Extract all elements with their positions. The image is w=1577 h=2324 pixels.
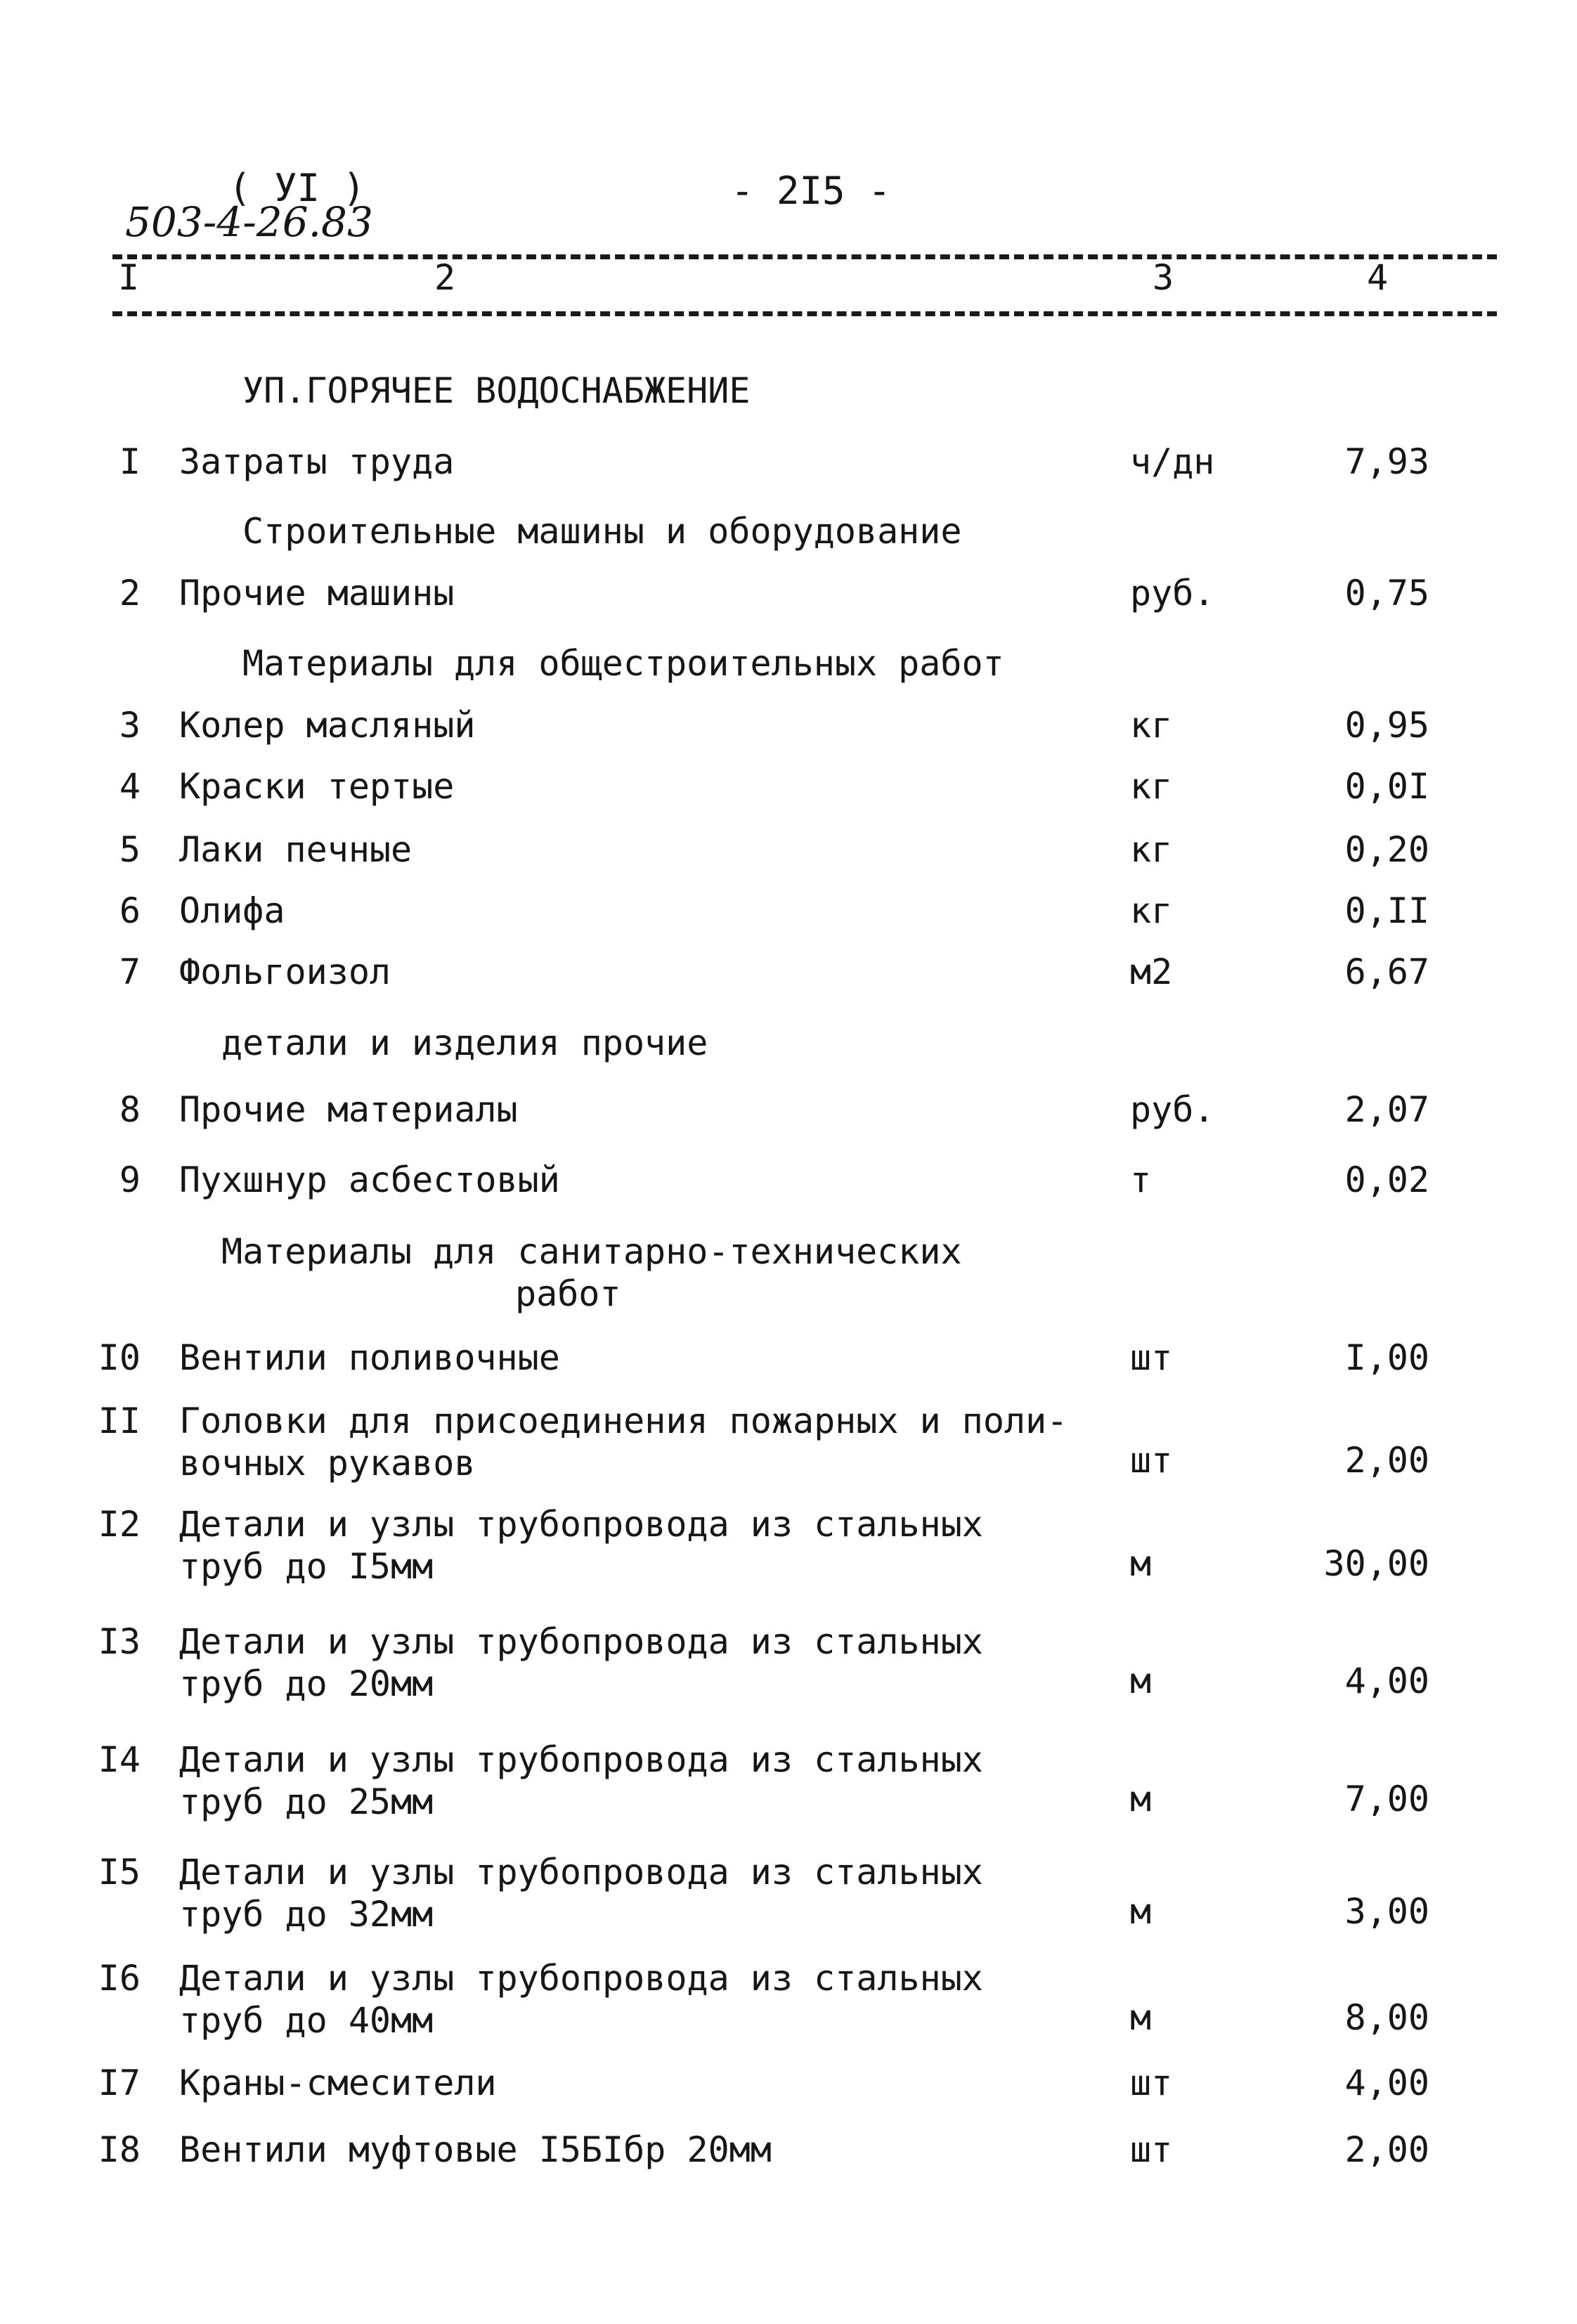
row-value: 2,00 (1344, 1440, 1429, 1481)
row-name: Краны-смесители (179, 2063, 497, 2103)
row-unit: шт (1130, 1337, 1173, 1378)
row-unit: м (1130, 1891, 1152, 1932)
row-unit: кг (1130, 829, 1173, 870)
row-number: 8 (119, 1089, 141, 1130)
group-heading-sanitary: Материалы для санитарно-технических (221, 1231, 962, 1272)
row-number: 6 (119, 890, 141, 931)
row-number: 3 (119, 705, 141, 746)
column-header-2: 2 (434, 257, 456, 298)
row-number: I4 (98, 1739, 141, 1780)
row-value: 8,00 (1344, 1997, 1429, 2038)
column-header-3: 3 (1153, 257, 1174, 298)
row-name: труб до 40мм (179, 2000, 434, 2041)
row-name: Затраты труда (179, 441, 455, 482)
page-number: - 2I5 - (731, 169, 891, 213)
row-value: 0,02 (1344, 1160, 1429, 1200)
row-name: труб до I5мм (179, 1546, 434, 1587)
row-name: труб до 20мм (179, 1663, 434, 1704)
row-number: II (98, 1401, 141, 1441)
row-number: 2 (119, 573, 141, 614)
row-unit: м2 (1130, 952, 1173, 992)
document-code: 503-4-26.83 (125, 198, 373, 246)
row-name: Прочие машины (179, 573, 455, 614)
section-title: УП.ГОРЯЧЕЕ ВОДОСНАБЖЕНИЕ (242, 370, 751, 411)
row-number: 7 (119, 952, 141, 992)
row-unit: кг (1130, 890, 1173, 931)
row-number: I7 (98, 2063, 141, 2103)
row-value: 0,0I (1344, 766, 1429, 807)
row-name: Лаки печные (179, 829, 413, 870)
row-name: Детали и узлы трубопровода из стальных (179, 1852, 983, 1893)
row-name: Олифа (179, 890, 285, 931)
row-unit: м (1130, 1543, 1152, 1584)
row-value: 3,00 (1344, 1891, 1429, 1932)
row-unit: руб. (1130, 1089, 1215, 1130)
row-value: 7,93 (1344, 441, 1429, 482)
row-value: 2,07 (1344, 1089, 1429, 1130)
row-number: I2 (98, 1504, 141, 1545)
row-unit: кг (1130, 766, 1173, 807)
dashed-rule-bottom (112, 311, 1497, 316)
row-name: Колер масляный (179, 705, 476, 746)
row-value: 4,00 (1344, 2063, 1429, 2103)
row-name: вочных рукавов (179, 1443, 476, 1484)
row-name: Вентили поливочные (179, 1337, 560, 1378)
column-header-1: I (118, 257, 140, 298)
row-name: Детали и узлы трубопровода из стальных (179, 1504, 983, 1545)
dashed-rule-top (112, 254, 1497, 259)
row-name: Фольгоизол (179, 952, 391, 992)
row-unit: ч/дн (1130, 441, 1215, 482)
row-unit: шт (1130, 1440, 1173, 1481)
row-name: Пухшнур асбестовый (179, 1160, 560, 1200)
row-unit: руб. (1130, 573, 1215, 614)
group-heading-machines: Строительные машины и оборудование (242, 511, 962, 552)
row-unit: м (1130, 1661, 1152, 1701)
document-series: ( УI ) (228, 166, 366, 210)
row-number: I3 (98, 1621, 141, 1662)
row-value: 0,75 (1344, 573, 1429, 614)
row-value: 2,00 (1344, 2129, 1429, 2170)
row-value: 4,00 (1344, 1661, 1429, 1701)
row-name: Детали и узлы трубопровода из стальных (179, 1958, 983, 1999)
row-number: 5 (119, 829, 141, 870)
row-value: 30,00 (1323, 1543, 1429, 1584)
row-unit: шт (1130, 2063, 1173, 2103)
row-value: 0,II (1344, 890, 1429, 931)
row-name: Головки для присоединения пожарных и поли- (179, 1401, 1068, 1441)
row-name: Детали и узлы трубопровода из стальных (179, 1621, 983, 1662)
group-heading-parts: детали и изделия прочие (221, 1023, 708, 1063)
row-value: 0,20 (1344, 829, 1429, 870)
group-heading-sanitary-cont: работ (515, 1273, 621, 1314)
row-number: I8 (98, 2129, 141, 2170)
row-name: Детали и узлы трубопровода из стальных (179, 1739, 983, 1780)
row-value: 7,00 (1344, 1779, 1429, 1819)
row-number: I (119, 441, 141, 482)
row-unit: кг (1130, 705, 1173, 746)
row-name: Краски тертые (179, 766, 455, 807)
row-value: I,00 (1344, 1337, 1429, 1378)
row-value: 0,95 (1344, 705, 1429, 746)
row-number: I6 (98, 1958, 141, 1999)
group-heading-general-materials: Материалы для общестроительных работ (242, 643, 1004, 684)
row-unit: м (1130, 1779, 1152, 1819)
row-unit: м (1130, 1997, 1152, 2038)
row-number: 9 (119, 1160, 141, 1200)
row-name: труб до 32мм (179, 1894, 434, 1935)
row-unit: шт (1130, 2129, 1173, 2170)
row-unit: т (1130, 1160, 1152, 1200)
row-name: труб до 25мм (179, 1781, 434, 1822)
row-value: 6,67 (1344, 952, 1429, 992)
row-name: Прочие материалы (179, 1089, 518, 1130)
row-number: I0 (98, 1337, 141, 1378)
row-number: I5 (98, 1852, 141, 1893)
row-number: 4 (119, 766, 141, 807)
row-name: Вентили муфтовые I5БIбр 20мм (179, 2129, 772, 2170)
column-header-4: 4 (1367, 257, 1389, 298)
